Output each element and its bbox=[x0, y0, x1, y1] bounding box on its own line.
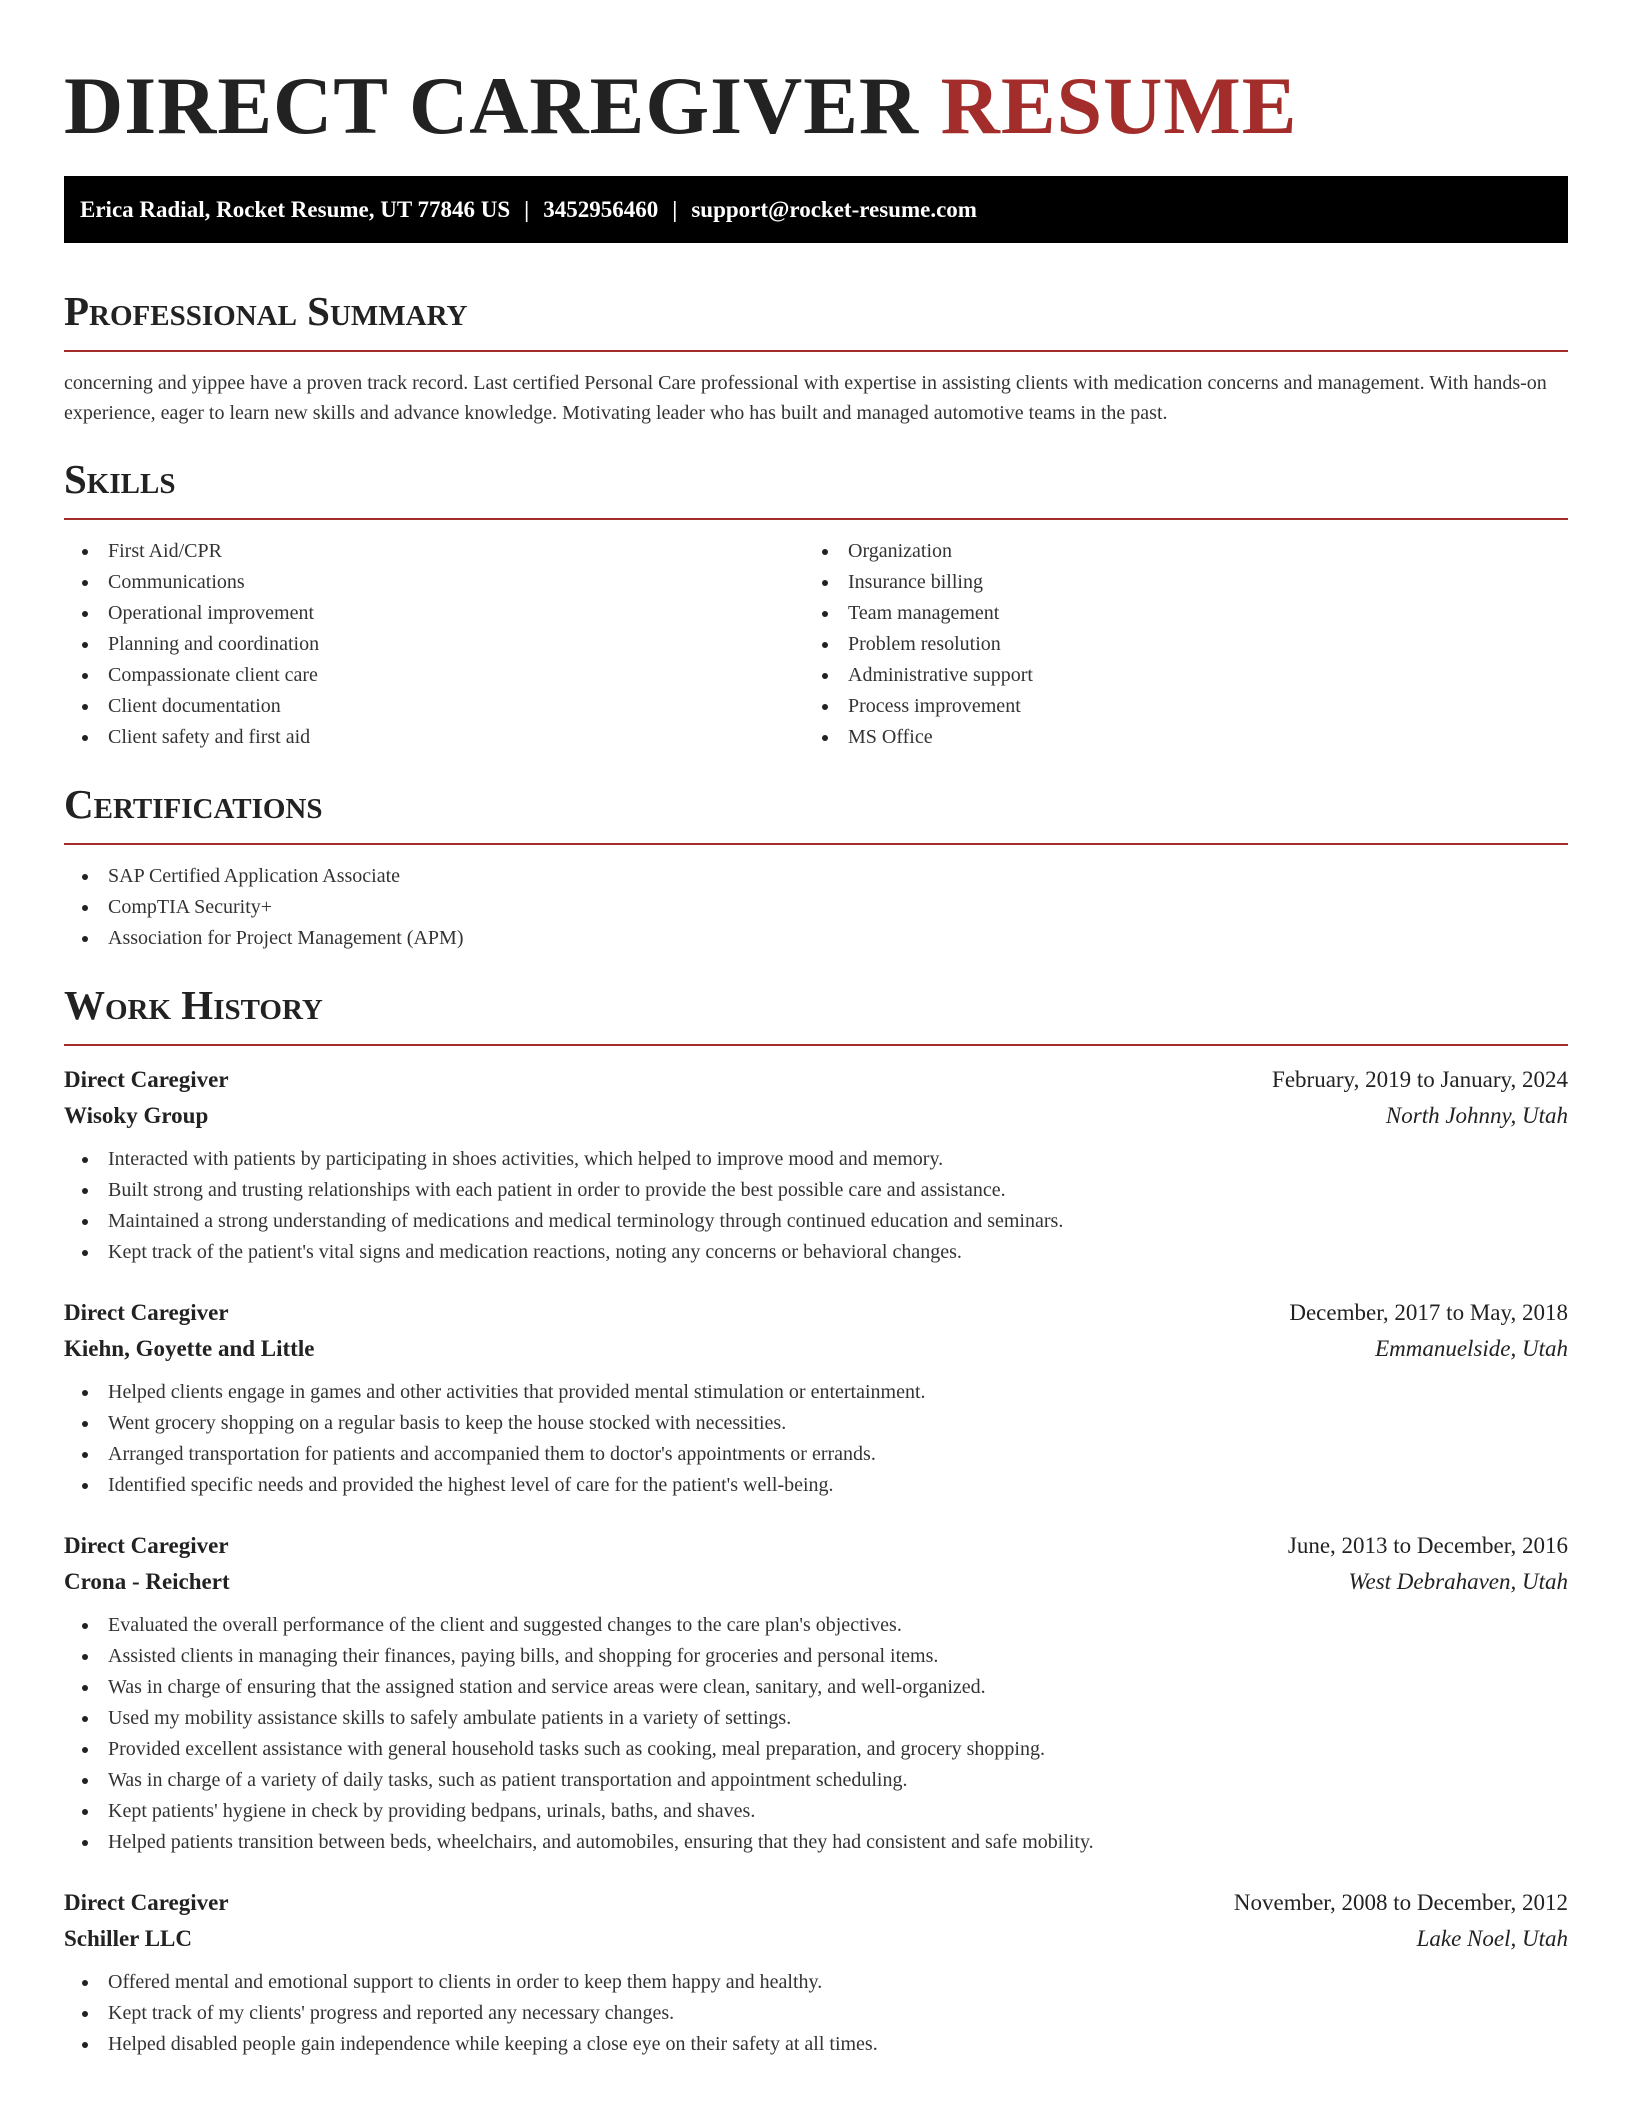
job-company-row bbox=[64, 1564, 1568, 1600]
summary-text: concerning and yippee have a proven track record. Last certified Personal Care professional with expertise in assisting clients with medication concerns and management. With hands-on experience, eager to learn new skills and advance knowledge. Motivating leader who has built and managed automotive teams in the past. bbox=[64, 372, 1547, 424]
summary-section bbox=[64, 286, 1568, 428]
skill-item: Operational improvement bbox=[64, 598, 804, 629]
skill-item: Planning and coordination bbox=[64, 629, 804, 660]
job-duties bbox=[64, 1377, 1568, 1501]
job-title-row bbox=[64, 1885, 1568, 1921]
job-entry bbox=[64, 1885, 1568, 2060]
duty-item: Kept patients' hygiene in check by providing bedpans, urinals, baths, and shaves. bbox=[64, 1796, 1568, 1827]
skill-item: First Aid/CPR bbox=[64, 536, 804, 567]
certifications-list bbox=[64, 861, 1568, 954]
duty-item: Assisted clients in managing their finances, paying bills, and shopping for groceries and personal items. bbox=[64, 1641, 1568, 1672]
skill-item: Communications bbox=[64, 567, 804, 598]
duty-item: Built strong and trusting relationships with each patient in order to provide the best possible care and assistance. bbox=[64, 1175, 1568, 1206]
job-dates: December, 2017 to May, 2018 bbox=[1289, 1300, 1568, 1325]
job-title: Direct Caregiver bbox=[64, 1533, 229, 1558]
job-entry bbox=[64, 1295, 1568, 1501]
skill-item: Organization bbox=[804, 536, 1544, 567]
certifications-heading: Certifications bbox=[64, 779, 1568, 845]
summary-heading: Professional Summary bbox=[64, 286, 1568, 352]
duty-item: Was in charge of a variety of daily tasks, such as patient transportation and appointment scheduling. bbox=[64, 1765, 1568, 1796]
job-location: Lake Noel, Utah bbox=[1416, 1926, 1568, 1951]
skill-item: Compassionate client care bbox=[64, 660, 804, 691]
certification-item: Association for Project Management (APM) bbox=[64, 923, 1568, 954]
duty-item: Kept track of my clients' progress and reported any necessary changes. bbox=[64, 1998, 1568, 2029]
job-duties bbox=[64, 1610, 1568, 1858]
duty-item: Kept track of the patient's vital signs and medication reactions, noting any concerns or behavioral changes. bbox=[64, 1237, 1568, 1268]
duty-item: Interacted with patients by participating in shoes activities, which helped to improve mood and memory. bbox=[64, 1144, 1568, 1175]
certifications-section bbox=[64, 779, 1568, 954]
skill-item: Administrative support bbox=[804, 660, 1544, 691]
skill-item: Client documentation bbox=[64, 691, 804, 722]
job-duties bbox=[64, 1967, 1568, 2060]
job-company-row bbox=[64, 1098, 1568, 1134]
job-title: Direct Caregiver bbox=[64, 1067, 229, 1092]
contact-address: Erica Radial, Rocket Resume, UT 77846 US bbox=[80, 197, 511, 222]
title-main: DIRECT CAREGIVER bbox=[64, 60, 920, 151]
skills-columns bbox=[64, 536, 1568, 753]
job-company: Schiller LLC bbox=[64, 1926, 193, 1951]
resume-title bbox=[64, 0, 1568, 176]
skill-item: Insurance billing bbox=[804, 567, 1544, 598]
duty-item: Provided excellent assistance with general household tasks such as cooking, meal preparation, and grocery shopping. bbox=[64, 1734, 1568, 1765]
job-title-row bbox=[64, 1062, 1568, 1098]
job-company-row bbox=[64, 1331, 1568, 1367]
job-title-row bbox=[64, 1528, 1568, 1564]
duty-item: Used my mobility assistance skills to safely ambulate patients in a variety of settings. bbox=[64, 1703, 1568, 1734]
job-company-row bbox=[64, 1921, 1568, 1957]
duty-item: Offered mental and emotional support to clients in order to keep them happy and healthy. bbox=[64, 1967, 1568, 1998]
job-location: West Debrahaven, Utah bbox=[1348, 1569, 1568, 1594]
contact-separator: | bbox=[672, 197, 678, 222]
job-title: Direct Caregiver bbox=[64, 1300, 229, 1325]
title-accent: RESUME bbox=[940, 60, 1298, 151]
duty-item: Helped clients engage in games and other activities that provided mental stimulation or entertainment. bbox=[64, 1377, 1568, 1408]
skill-item: Problem resolution bbox=[804, 629, 1544, 660]
skills-list-left bbox=[64, 536, 804, 753]
skills-section bbox=[64, 454, 1568, 753]
job-company: Crona - Reichert bbox=[64, 1569, 230, 1594]
job-entry bbox=[64, 1062, 1568, 1268]
duty-item: Helped disabled people gain independence while keeping a close eye on their safety at all times. bbox=[64, 2029, 1568, 2060]
duty-item: Evaluated the overall performance of the client and suggested changes to the care plan's objectives. bbox=[64, 1610, 1568, 1641]
certification-item: CompTIA Security+ bbox=[64, 892, 1568, 923]
duty-item: Maintained a strong understanding of medications and medical terminology through continued education and seminars. bbox=[64, 1206, 1568, 1237]
duty-item: Was in charge of ensuring that the assigned station and service areas were clean, sanitary, and well-organized. bbox=[64, 1672, 1568, 1703]
contact-email: support@rocket-resume.com bbox=[691, 197, 977, 222]
duty-item: Helped patients transition between beds, wheelchairs, and automobiles, ensuring that they had consistent and safe mobility. bbox=[64, 1827, 1568, 1858]
skill-item: Client safety and first aid bbox=[64, 722, 804, 753]
job-duties bbox=[64, 1144, 1568, 1268]
contact-separator: | bbox=[524, 197, 530, 222]
job-dates: June, 2013 to December, 2016 bbox=[1287, 1533, 1568, 1558]
job-entry bbox=[64, 1528, 1568, 1858]
job-dates: November, 2008 to December, 2012 bbox=[1233, 1890, 1568, 1915]
certification-item: SAP Certified Application Associate bbox=[64, 861, 1568, 892]
contact-phone: 3452956460 bbox=[543, 197, 659, 222]
job-location: North Johnny, Utah bbox=[1385, 1103, 1568, 1128]
skill-item: Process improvement bbox=[804, 691, 1544, 722]
skills-list-right bbox=[804, 536, 1544, 753]
job-title: Direct Caregiver bbox=[64, 1890, 229, 1915]
job-company: Kiehn, Goyette and Little bbox=[64, 1336, 315, 1361]
work-history-section bbox=[64, 980, 1568, 2060]
duty-item: Arranged transportation for patients and accompanied them to doctor's appointments or errands. bbox=[64, 1439, 1568, 1470]
work-history-heading: Work History bbox=[64, 980, 1568, 1046]
job-company: Wisoky Group bbox=[64, 1103, 209, 1128]
skills-heading: Skills bbox=[64, 454, 1568, 520]
duty-item: Went grocery shopping on a regular basis to keep the house stocked with necessities. bbox=[64, 1408, 1568, 1439]
job-title-row bbox=[64, 1295, 1568, 1331]
skill-item: Team management bbox=[804, 598, 1544, 629]
contact-bar bbox=[64, 176, 1568, 243]
job-dates: February, 2019 to January, 2024 bbox=[1272, 1067, 1568, 1092]
skill-item: MS Office bbox=[804, 722, 1544, 753]
job-location: Emmanuelside, Utah bbox=[1375, 1336, 1568, 1361]
duty-item: Identified specific needs and provided the highest level of care for the patient's well-being. bbox=[64, 1470, 1568, 1501]
